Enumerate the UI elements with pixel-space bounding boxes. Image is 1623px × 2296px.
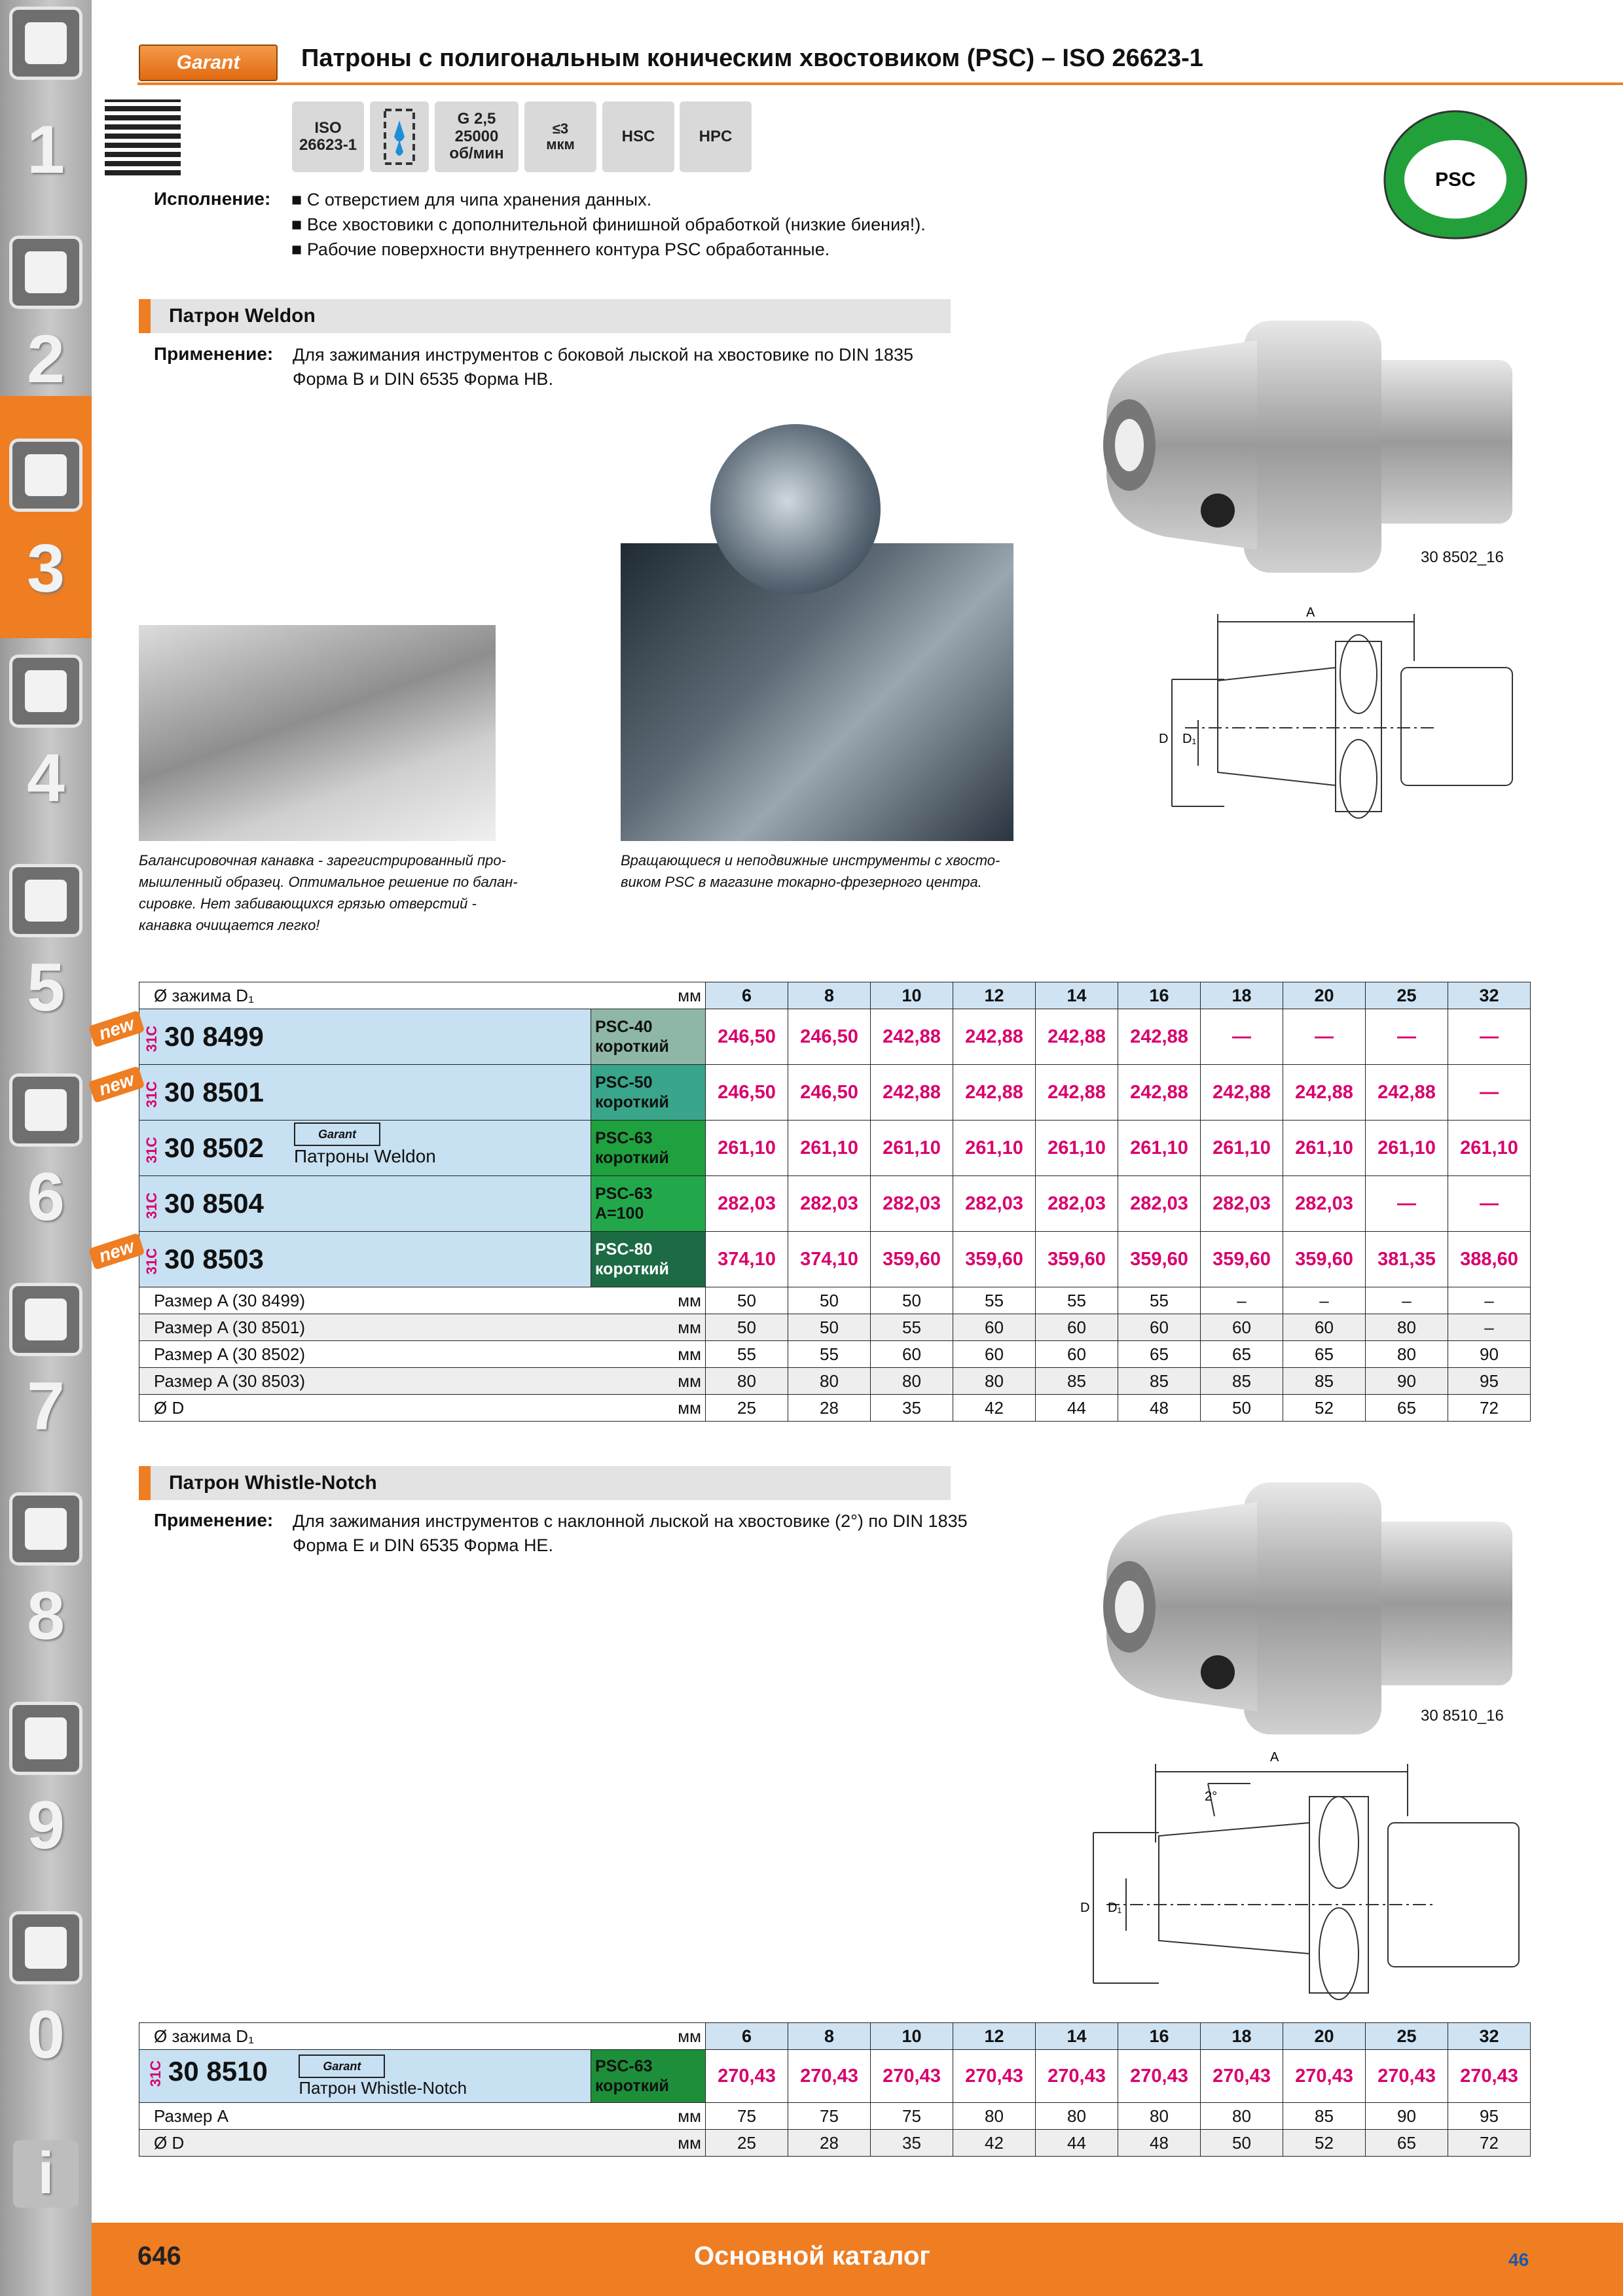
dimension-value: 35	[871, 1395, 953, 1422]
dimension-value: 52	[1283, 2130, 1366, 2157]
price-cell[interactable]: 270,43	[1036, 2050, 1118, 2103]
weldon-section-title: Патрон Weldon	[139, 299, 951, 333]
dimension-value: 25	[706, 1395, 788, 1422]
dimension-value: 44	[1036, 2130, 1118, 2157]
dimension-value: 75	[706, 2103, 788, 2130]
price-cell[interactable]: 282,03	[953, 1176, 1036, 1232]
dimension-value: –	[1366, 1287, 1448, 1314]
dimension-label: Размер A мм	[139, 2103, 706, 2130]
dimension-value: 72	[1448, 1395, 1531, 1422]
whistle-image-ref: 30 8510_16	[1421, 1707, 1504, 1725]
chapter-tab-8[interactable]: 8	[27, 1578, 65, 1654]
size-col: 8	[788, 2023, 871, 2050]
price-cell[interactable]: 282,03	[1118, 1176, 1201, 1232]
chapter-tab-5[interactable]: 5	[27, 950, 65, 1026]
dimension-value: –	[1283, 1287, 1366, 1314]
psc-type-cell: PSC-63 короткий	[591, 2050, 706, 2103]
dimension-value: 60	[1118, 1314, 1201, 1341]
price-cell[interactable]: 270,43	[1366, 2050, 1448, 2103]
price-cell[interactable]: 270,43	[788, 2050, 871, 2103]
price-cell[interactable]: 242,88	[1201, 1065, 1283, 1121]
page-number: 646	[137, 2242, 181, 2270]
chapter-tab-7[interactable]: 7	[27, 1369, 65, 1444]
dimension-value: 80	[1366, 1314, 1448, 1341]
dimension-value: 90	[1448, 1341, 1531, 1368]
dimension-label: Размер A (30 8502) мм	[139, 1341, 706, 1368]
dimension-value: 50	[706, 1314, 788, 1341]
dimension-value: 50	[788, 1314, 871, 1341]
price-cell[interactable]: 261,10	[1366, 1121, 1448, 1176]
weldon-header-row	[139, 982, 1531, 1009]
dimension-value: 52	[1283, 1395, 1366, 1422]
whistle-order-row	[139, 2050, 1531, 2103]
dimension-value: 80	[1036, 2103, 1118, 2130]
dim-angle: 2°	[1205, 1789, 1218, 1804]
price-cell[interactable]: 282,03	[1201, 1176, 1283, 1232]
whistle-header-row	[139, 2023, 1531, 2050]
dimension-value: 90	[1366, 1368, 1448, 1395]
size-col: 12	[953, 982, 1036, 1009]
section-number: 46	[1508, 2250, 1529, 2270]
dimension-value: 80	[1201, 2103, 1283, 2130]
psc-type-cell: PSC-80 короткий	[591, 1232, 706, 1287]
price-cell[interactable]: 359,60	[1036, 1232, 1118, 1287]
weldon-order-row	[139, 1232, 1531, 1287]
chapter-tab-4[interactable]: 4	[27, 740, 65, 816]
wrench-icon[interactable]	[9, 1073, 82, 1147]
dimension-row	[139, 1341, 1531, 1368]
size-col: 16	[1118, 982, 1201, 1009]
weldon-order-row	[139, 1121, 1531, 1176]
price-cell[interactable]: 261,10	[1448, 1121, 1531, 1176]
chapter-tab-1[interactable]: 1	[27, 112, 65, 188]
dimension-value: 50	[871, 1287, 953, 1314]
dimension-value: 55	[1036, 1287, 1118, 1314]
dimension-label: Размер A (30 8503) мм	[139, 1368, 706, 1395]
dimension-row	[139, 2130, 1531, 2157]
dimension-row	[139, 1395, 1531, 1422]
price-cell[interactable]: —	[1448, 1009, 1531, 1065]
weldon-order-row	[139, 1176, 1531, 1232]
price-cell[interactable]: 359,60	[953, 1232, 1036, 1287]
whistle-price-table	[139, 2022, 1531, 2157]
dimension-value: 65	[1366, 2130, 1448, 2157]
price-cell[interactable]: 261,10	[871, 1121, 953, 1176]
header-label: Ø зажима D₁ мм	[139, 2023, 706, 2050]
size-col: 8	[788, 982, 871, 1009]
new-badge: new	[88, 1010, 145, 1047]
order-code-cell[interactable]: 31C 30 8502 Garant Патроны Weldon	[139, 1121, 591, 1176]
holder-icon[interactable]	[9, 439, 82, 512]
dimension-value: –	[1201, 1287, 1283, 1314]
whistle-section-title: Патрон Whistle-Notch	[139, 1466, 951, 1500]
price-cell[interactable]: 282,03	[1283, 1176, 1366, 1232]
dim-d: D	[1080, 1901, 1090, 1915]
chapter-tab-2[interactable]: 2	[27, 321, 65, 397]
header-label: Ø зажима D₁ мм	[139, 982, 706, 1009]
size-col: 6	[706, 982, 788, 1009]
saw-icon[interactable]	[9, 864, 82, 937]
whistle-application-text: Для зажимания инструментов с наклонной лыской на хвостовике (2°) по DIN 1835 Форма E и DIN 6535 Форма HE.	[293, 1511, 968, 1555]
new-badge: new	[88, 1066, 145, 1103]
dimension-value: 60	[953, 1314, 1036, 1341]
page-title: Патроны с полигональным коническим хвостовиком (PSC) – ISO 26623-1	[301, 45, 1203, 72]
size-col: 14	[1036, 2023, 1118, 2050]
dimension-row	[139, 2103, 1531, 2130]
dimension-value: 80	[706, 1368, 788, 1395]
price-cell[interactable]: 246,50	[706, 1009, 788, 1065]
insert-icon[interactable]	[9, 236, 82, 309]
price-cell[interactable]: 282,03	[871, 1176, 953, 1232]
dimension-row	[139, 1287, 1531, 1314]
dimension-value: 55	[706, 1341, 788, 1368]
price-cell[interactable]: 359,60	[871, 1232, 953, 1287]
dimension-value: 25	[706, 2130, 788, 2157]
dimension-value: 75	[788, 2103, 871, 2130]
dimension-value: 44	[1036, 1395, 1118, 1422]
weldon-dim-rows	[139, 1287, 1531, 1422]
dimension-value: 85	[1118, 1368, 1201, 1395]
dimension-value: 55	[953, 1287, 1036, 1314]
price-cell[interactable]: 261,10	[706, 1121, 788, 1176]
price-cell[interactable]: 282,03	[788, 1176, 871, 1232]
psc-type-cell: PSC-50 короткий	[591, 1065, 706, 1121]
weldon-image-ref: 30 8502_16	[1421, 548, 1504, 566]
caliper-icon[interactable]	[9, 655, 82, 728]
dimension-value: 80	[1118, 2103, 1201, 2130]
size-col: 18	[1201, 2023, 1283, 2050]
weldon-price-table	[139, 982, 1531, 1422]
new-badge: new	[88, 1232, 145, 1270]
dimension-value: 48	[1118, 2130, 1201, 2157]
dimension-label: Ø D мм	[139, 2130, 706, 2157]
garant-mini-logo: Garant	[299, 2054, 385, 2078]
size-col: 10	[871, 2023, 953, 2050]
price-cell[interactable]: 270,43	[871, 2050, 953, 2103]
price-cell[interactable]: —	[1448, 1065, 1531, 1121]
price-cell[interactable]: 374,10	[706, 1232, 788, 1287]
price-cell[interactable]: 270,43	[1118, 2050, 1201, 2103]
price-cell[interactable]: 270,43	[953, 2050, 1036, 2103]
weldon-order-rows	[139, 1009, 1531, 1287]
size-col: 25	[1366, 982, 1448, 1009]
coolant-icon	[370, 101, 429, 172]
dimension-value: 80	[953, 2103, 1036, 2130]
psc-label: PSC	[1435, 169, 1476, 190]
size-col: 20	[1283, 982, 1366, 1009]
dimension-value: 42	[953, 1395, 1036, 1422]
dim-a: A	[1306, 605, 1315, 620]
dimension-value: 60	[1283, 1314, 1366, 1341]
pliers-icon[interactable]	[9, 1283, 82, 1356]
dimension-value: 50	[788, 1287, 871, 1314]
whistle-holder-image	[1087, 1469, 1532, 1744]
price-cell[interactable]: 270,43	[1201, 2050, 1283, 2103]
dimension-value: 75	[871, 2103, 953, 2130]
size-col: 16	[1118, 2023, 1201, 2050]
price-cell[interactable]: 242,88	[1036, 1065, 1118, 1121]
order-code-cell[interactable]: 31C 30 8504	[139, 1176, 591, 1232]
dimension-label: Размер A (30 8499) мм	[139, 1287, 706, 1314]
price-cell[interactable]: 261,10	[1118, 1121, 1201, 1176]
dimension-value: 85	[1201, 1368, 1283, 1395]
psc-type-cell: PSC-63 A=100	[591, 1176, 706, 1232]
dim-a: A	[1270, 1750, 1279, 1765]
dimension-value: 65	[1366, 1395, 1448, 1422]
dimension-value: 55	[788, 1341, 871, 1368]
weldon-application-label: Применение:	[154, 344, 274, 364]
dimension-value: 28	[788, 1395, 871, 1422]
price-cell[interactable]: 359,60	[1283, 1232, 1366, 1287]
dimension-value: 55	[1118, 1287, 1201, 1314]
price-cell[interactable]: 261,10	[788, 1121, 871, 1176]
dim-d1: D₁	[1108, 1901, 1122, 1915]
chapter-tab-0[interactable]: 0	[27, 1997, 65, 2073]
dimension-value: 95	[1448, 1368, 1531, 1395]
price-cell[interactable]: 270,43	[1448, 2050, 1531, 2103]
balance-badge: G 2,5 25000 об/мин	[435, 101, 519, 172]
whistle-dim-rows	[139, 2103, 1531, 2157]
price-cell[interactable]: 246,50	[706, 1065, 788, 1121]
price-cell[interactable]: 282,03	[706, 1176, 788, 1232]
dimension-value: 85	[1283, 2103, 1366, 2130]
balancing-groove-photo	[139, 625, 496, 841]
order-code-cell[interactable]: 31C 30 8499	[139, 1009, 591, 1065]
dim-d1: D₁	[1182, 732, 1197, 746]
workshop-icon[interactable]	[9, 1492, 82, 1566]
weldon-holder-image	[1087, 308, 1532, 583]
iso-badge: ISO 26623-1	[292, 101, 364, 172]
chapter-tab-3[interactable]: 3	[27, 531, 65, 607]
weldon-application-text: Для зажимания инструментов с боковой лыской на хвостовике по DIN 1835 Форма B и DIN 6535 Форма HB.	[293, 345, 914, 389]
runout-badge: ≤3 мкм	[524, 101, 596, 172]
price-cell[interactable]: 261,10	[1036, 1121, 1118, 1176]
execution-item-2: ■ Все хвостовики с дополнительной финишной обработкой (низкие биения!).	[291, 215, 926, 234]
price-cell[interactable]: 282,03	[1036, 1176, 1118, 1232]
dimension-value: 50	[706, 1287, 788, 1314]
size-col: 12	[953, 2023, 1036, 2050]
dimension-value: 80	[1366, 1341, 1448, 1368]
dimension-value: 72	[1448, 2130, 1531, 2157]
dimension-value: 80	[788, 1368, 871, 1395]
dimension-value: 95	[1448, 2103, 1531, 2130]
size-col: 20	[1283, 2023, 1366, 2050]
price-cell[interactable]: 242,88	[871, 1065, 953, 1121]
drill-icon[interactable]	[9, 7, 82, 80]
dimension-value: 85	[1036, 1368, 1118, 1395]
price-cell[interactable]: 359,60	[1118, 1232, 1201, 1287]
safety-icon[interactable]	[9, 1911, 82, 1984]
dimension-value: –	[1448, 1314, 1531, 1341]
dimension-value: 60	[1201, 1314, 1283, 1341]
price-cell[interactable]: 381,35	[1366, 1232, 1448, 1287]
price-cell[interactable]: 246,50	[788, 1009, 871, 1065]
psc-type-cell: PSC-40 короткий	[591, 1009, 706, 1065]
weldon-order-row	[139, 1009, 1531, 1065]
weldon-order-row	[139, 1065, 1531, 1121]
psc-type-cell: PSC-63 короткий	[591, 1121, 706, 1176]
whistle-application-label: Применение:	[154, 1510, 274, 1530]
price-cell[interactable]: —	[1448, 1176, 1531, 1232]
price-cell[interactable]: 359,60	[1201, 1232, 1283, 1287]
price-cell[interactable]: 388,60	[1448, 1232, 1531, 1287]
garant-logo: Garant	[139, 45, 278, 81]
price-cell[interactable]: —	[1201, 1009, 1283, 1065]
size-col: 6	[706, 2023, 788, 2050]
price-cell[interactable]: 270,43	[706, 2050, 788, 2103]
price-cell[interactable]: 261,10	[953, 1121, 1036, 1176]
size-col: 25	[1366, 2023, 1448, 2050]
execution-item-1: ■ С отверстием для чипа хранения данных.	[291, 190, 652, 209]
dim-d: D	[1159, 732, 1169, 746]
magazine-detail-circle	[710, 424, 881, 594]
price-cell[interactable]: —	[1366, 1009, 1448, 1065]
price-cell[interactable]: 242,88	[1118, 1065, 1201, 1121]
price-cell[interactable]: 242,88	[953, 1065, 1036, 1121]
whistle-dimension-drawing	[1080, 1744, 1532, 2019]
dimension-value: 28	[788, 2130, 871, 2157]
price-cell[interactable]: 261,10	[1283, 1121, 1366, 1176]
dimension-value: 90	[1366, 2103, 1448, 2130]
order-code-cell[interactable]: 31C 30 8503	[139, 1232, 591, 1287]
dimension-value: 60	[1036, 1314, 1118, 1341]
size-col: 14	[1036, 982, 1118, 1009]
dimension-value: 50	[1201, 2130, 1283, 2157]
dimension-value: 42	[953, 2130, 1036, 2157]
price-cell[interactable]: 261,10	[1201, 1121, 1283, 1176]
caption-left: Балансировочная канавка - зарегистрированный про- мышленный образец. Оптимальное решение по балан- сировке. Нет забивающихся грязью отверстий - канавка очищается легко!	[139, 852, 518, 933]
hsc-badge: HSC	[602, 101, 674, 172]
chapter-tab-6[interactable]: 6	[27, 1159, 65, 1235]
dimension-value: 50	[1201, 1395, 1283, 1422]
weldon-dimension-drawing	[1159, 602, 1525, 851]
dimension-value: –	[1448, 1287, 1531, 1314]
price-cell[interactable]: —	[1283, 1009, 1366, 1065]
group-name: Патроны Weldon	[294, 1146, 436, 1166]
dimension-value: 35	[871, 2130, 953, 2157]
hpc-badge: HPC	[680, 101, 752, 172]
dimension-value: 60	[1036, 1341, 1118, 1368]
execution-list	[291, 187, 926, 262]
dimension-value: 60	[953, 1341, 1036, 1368]
dimension-value: 65	[1201, 1341, 1283, 1368]
price-cell[interactable]: 242,88	[953, 1009, 1036, 1065]
dimension-value: 80	[953, 1368, 1036, 1395]
size-col: 10	[871, 982, 953, 1009]
dimension-value: 48	[1118, 1395, 1201, 1422]
price-cell[interactable]: 242,88	[1118, 1009, 1201, 1065]
price-cell[interactable]: 242,88	[1366, 1065, 1448, 1121]
cabinet-icon[interactable]	[9, 1702, 82, 1775]
execution-item-3: ■ Рабочие поверхности внутреннего контура PSC обработанные.	[291, 240, 830, 259]
dimension-value: 85	[1283, 1368, 1366, 1395]
order-code-cell[interactable]: 31C 30 8501	[139, 1065, 591, 1121]
qr-code-icon	[105, 99, 181, 175]
price-cell[interactable]: 242,88	[871, 1009, 953, 1065]
whistle-code-cell[interactable]: 31C 30 8510 Garant Патрон Whistle-Notch	[139, 2050, 591, 2103]
size-col: 32	[1448, 982, 1531, 1009]
price-cell[interactable]: 242,88	[1036, 1009, 1118, 1065]
price-cell[interactable]: 374,10	[788, 1232, 871, 1287]
catalog-title: Основной каталог	[694, 2242, 930, 2270]
chapter-tab-9[interactable]: 9	[27, 1787, 65, 1863]
chapter-tab-i[interactable]: i	[13, 2140, 79, 2208]
size-col: 32	[1448, 2023, 1531, 2050]
dimension-row	[139, 1368, 1531, 1395]
dimension-value: 60	[871, 1341, 953, 1368]
execution-label: Исполнение:	[154, 188, 271, 209]
psc-polygon-icon	[1378, 103, 1533, 245]
garant-mini-logo: Garant	[294, 1122, 380, 1146]
dimension-label: Ø D мм	[139, 1395, 706, 1422]
dimension-value: 80	[871, 1368, 953, 1395]
price-cell[interactable]: 246,50	[788, 1065, 871, 1121]
dimension-value: 55	[871, 1314, 953, 1341]
dimension-label: Размер A (30 8501) мм	[139, 1314, 706, 1341]
price-cell[interactable]: —	[1366, 1176, 1448, 1232]
price-cell[interactable]: 242,88	[1283, 1065, 1366, 1121]
price-cell[interactable]: 270,43	[1283, 2050, 1366, 2103]
caption-right: Вращающиеся и неподвижные инструменты с хвосто- виком PSC в магазине токарно-фрезерного центра.	[621, 852, 1000, 890]
dimension-value: 65	[1283, 1341, 1366, 1368]
size-col: 18	[1201, 982, 1283, 1009]
dimension-value: 65	[1118, 1341, 1201, 1368]
dimension-row	[139, 1314, 1531, 1341]
